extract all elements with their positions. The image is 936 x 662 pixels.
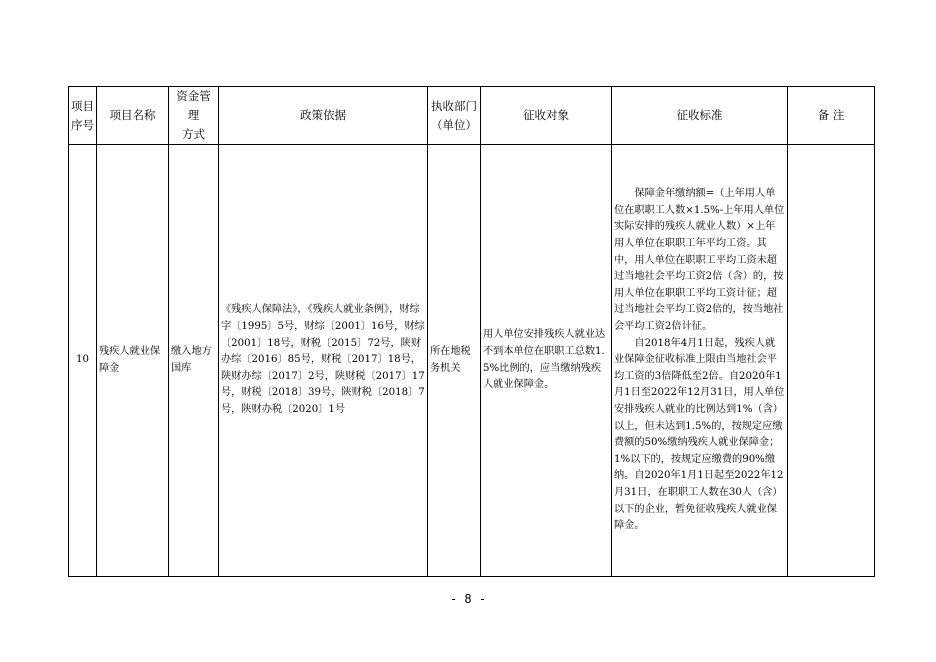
header-standard: 征收标准 [612, 87, 788, 145]
cell-target: 用人单位安排残疾人就业达不到本单位在职职工总数1.5%比例的，应当缴纳残疾人就业保障金。 [481, 145, 612, 577]
header-policy-basis: 政策依据 [219, 87, 428, 145]
cell-name: 残疾人就业保障金 [97, 145, 169, 577]
cell-fund-management: 缴入地方国库 [169, 145, 219, 577]
standard-paragraph-1: 保障金年缴纳额=（上年用人单位在职职工人数×1.5%-上年用人单位实际安排的残疾人就业人数）×上年用人单位在职职工年平均工资。其中，用人单位在职职工平均工资未超过当地社会平均工资2倍（含）的，按用人单位在职职工平均工资计征；超过当地社会平均工资2倍的，按当地社会平均工资2倍计征。 [614, 188, 785, 333]
header-fund-management: 资金管理 方式 [169, 87, 219, 145]
page-number: - 8 - [449, 592, 487, 606]
header-department: 执收部门 （单位） [428, 87, 481, 145]
cell-department: 所在地税务机关 [428, 145, 481, 577]
header-remarks: 备 注 [788, 87, 875, 145]
cell-remarks [788, 145, 875, 577]
header-index: 项目 序号 [69, 87, 97, 145]
table-row [69, 145, 875, 577]
cell-index: 10 [69, 145, 97, 577]
header-name: 项目名称 [97, 87, 169, 145]
header-target: 征收对象 [481, 87, 612, 145]
fee-table [68, 86, 875, 577]
standard-paragraph-2: 自2018年4月1日起，残疾人就业保障金征收标准上限由当地社会平均工资的3倍降低至2倍。自2020年1月1日至2022年12月31日，用人单位安排残疾人就业的比例达到1%（含）以上，但未达到1.5%的，按规定应缴费额的50%缴纳残疾人就业保障金；1%以下的，按规定应缴费的90%缴纳。自2020年1月1日起至2022年12月31日，在职职工人数在30人（含）以下的企业，暂免征收残疾人就业保障金。 [614, 337, 785, 532]
header-row [69, 87, 875, 145]
cell-policy-basis: 《残疾人保障法》，《残疾人就业条例》，财综字〔1995〕5号，财综〔2001〕16号，财综〔2001〕18号，财税〔2015〕72号，陕财办综〔2016〕85号，财税〔2017〕18号，陕财办综〔2017〕2号，陕财税〔2017〕17号，财税〔2018〕39号，陕财税〔2018〕7号，陕财办税〔2020〕1号 [219, 145, 428, 577]
cell-standard [612, 145, 788, 577]
